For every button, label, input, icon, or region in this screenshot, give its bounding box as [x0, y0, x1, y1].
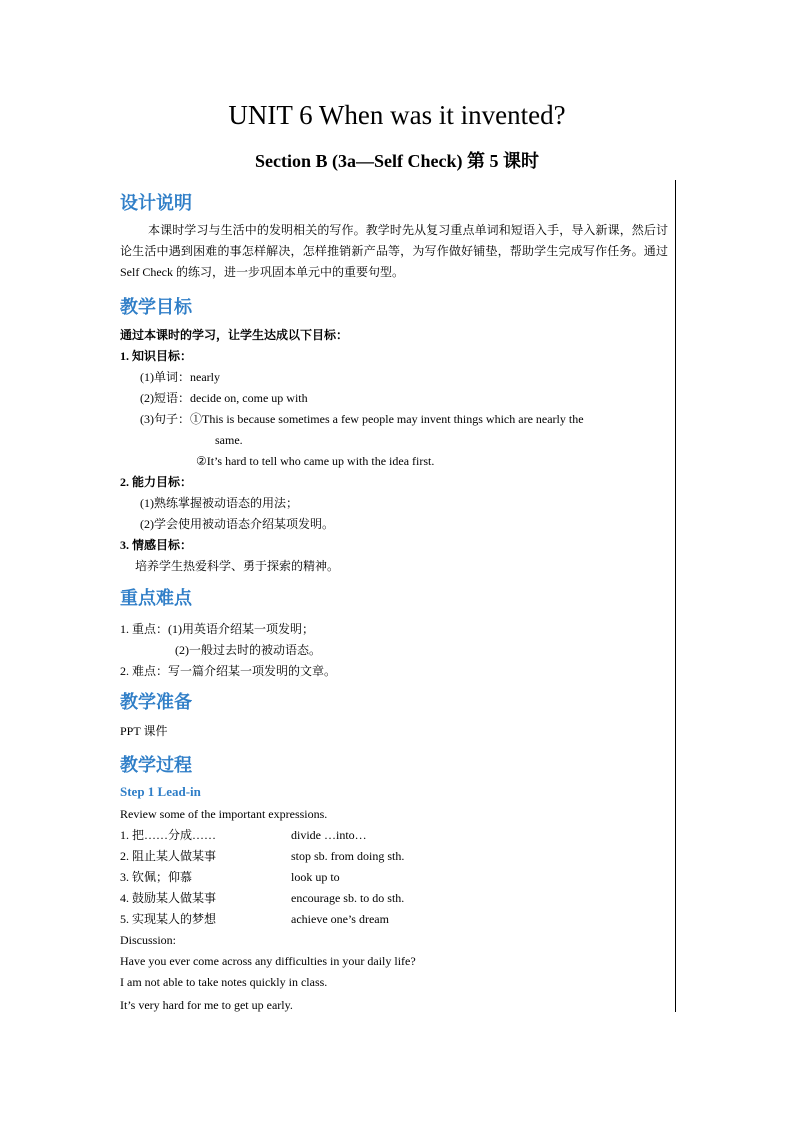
preparation-heading: 教学准备 [120, 692, 192, 713]
sentence-item-2: ②It’s hard to tell who came up with the idea first. [196, 454, 435, 468]
discussion-label: Discussion: [120, 933, 177, 947]
ability-label: 2. 能力目标： [120, 475, 193, 489]
design-heading: 设计说明 [120, 193, 192, 214]
expression-en: divide …into… [291, 828, 367, 842]
sentence-item-1: (3)句子：①This is because sometimes a few people may invent things which are nearly the [140, 412, 584, 426]
keypoints-heading: 重点难点 [120, 588, 192, 609]
sentence-item-1-cont: same. [215, 433, 243, 447]
objectives-intro: 通过本课时的学习，让学生达成以下目标： [120, 328, 349, 342]
expression-en: achieve one’s dream [291, 912, 389, 926]
expression-cn: 2. 阻止某人做某事 [120, 849, 217, 863]
objectives-heading: 教学目标 [120, 297, 192, 318]
expression-cn: 1. 把……分成…… [120, 828, 217, 842]
design-text: 本课时学习与生活中的发明相关的写作。教学时先从复习重点单词和短语入手，导入新课，然后讨论生活中遇到困难的事怎样解决，怎样推销新产品等，为写作做好铺垫，帮助学生完成写作任务。通过 Self Check 的练习，进一步巩固本单元中的重要句型。 [120, 223, 668, 279]
expression-cn: 5. 实现某人的梦想 [120, 912, 217, 926]
expression-en: encourage sb. to do sth. [291, 891, 405, 905]
expression-en: stop sb. from doing sth. [291, 849, 405, 863]
keypoint-1: 1. 重点：(1)用英语介绍某一项发明； [120, 622, 314, 636]
step-1-title: Step 1 Lead-in [120, 784, 201, 799]
expression-cn: 4. 鼓励某人做某事 [120, 891, 217, 905]
page-title: UNIT 6 When was it invented? [228, 100, 566, 130]
discussion-answer-2: It’s very hard for me to get up early. [120, 998, 293, 1012]
keypoint-1b: (2)一般过去时的被动语态。 [175, 643, 321, 657]
discussion-question: Have you ever come across any difficulties in your daily life? [120, 954, 416, 968]
knowledge-label: 1. 知识目标： [120, 349, 193, 363]
margin-divider [675, 180, 676, 1012]
emotion-label: 3. 情感目标： [120, 538, 193, 552]
discussion-answer-1: I am not able to take notes quickly in class. [120, 975, 328, 989]
review-text: Review some of the important expressions. [120, 807, 328, 821]
keypoint-2: 2. 难点：写一篇介绍某一项发明的文章。 [120, 664, 337, 678]
phrases-item: (2)短语：decide on, come up with [140, 391, 308, 405]
preparation-text: PPT 课件 [120, 724, 168, 738]
page-subtitle: Section B (3a—Self Check) 第 5 课时 [255, 151, 539, 171]
expression-cn: 3. 钦佩；仰慕 [120, 870, 193, 884]
emotion-item-1: 培养学生热爱科学、勇于探索的精神。 [135, 559, 340, 573]
ability-item-1: (1)熟练掌握被动语态的用法； [140, 496, 298, 510]
words-item: (1)单词：nearly [140, 370, 220, 384]
expression-en: look up to [291, 870, 340, 884]
process-heading: 教学过程 [120, 755, 192, 776]
ability-item-2: (2)学会使用被动语态介绍某项发明。 [140, 517, 334, 531]
